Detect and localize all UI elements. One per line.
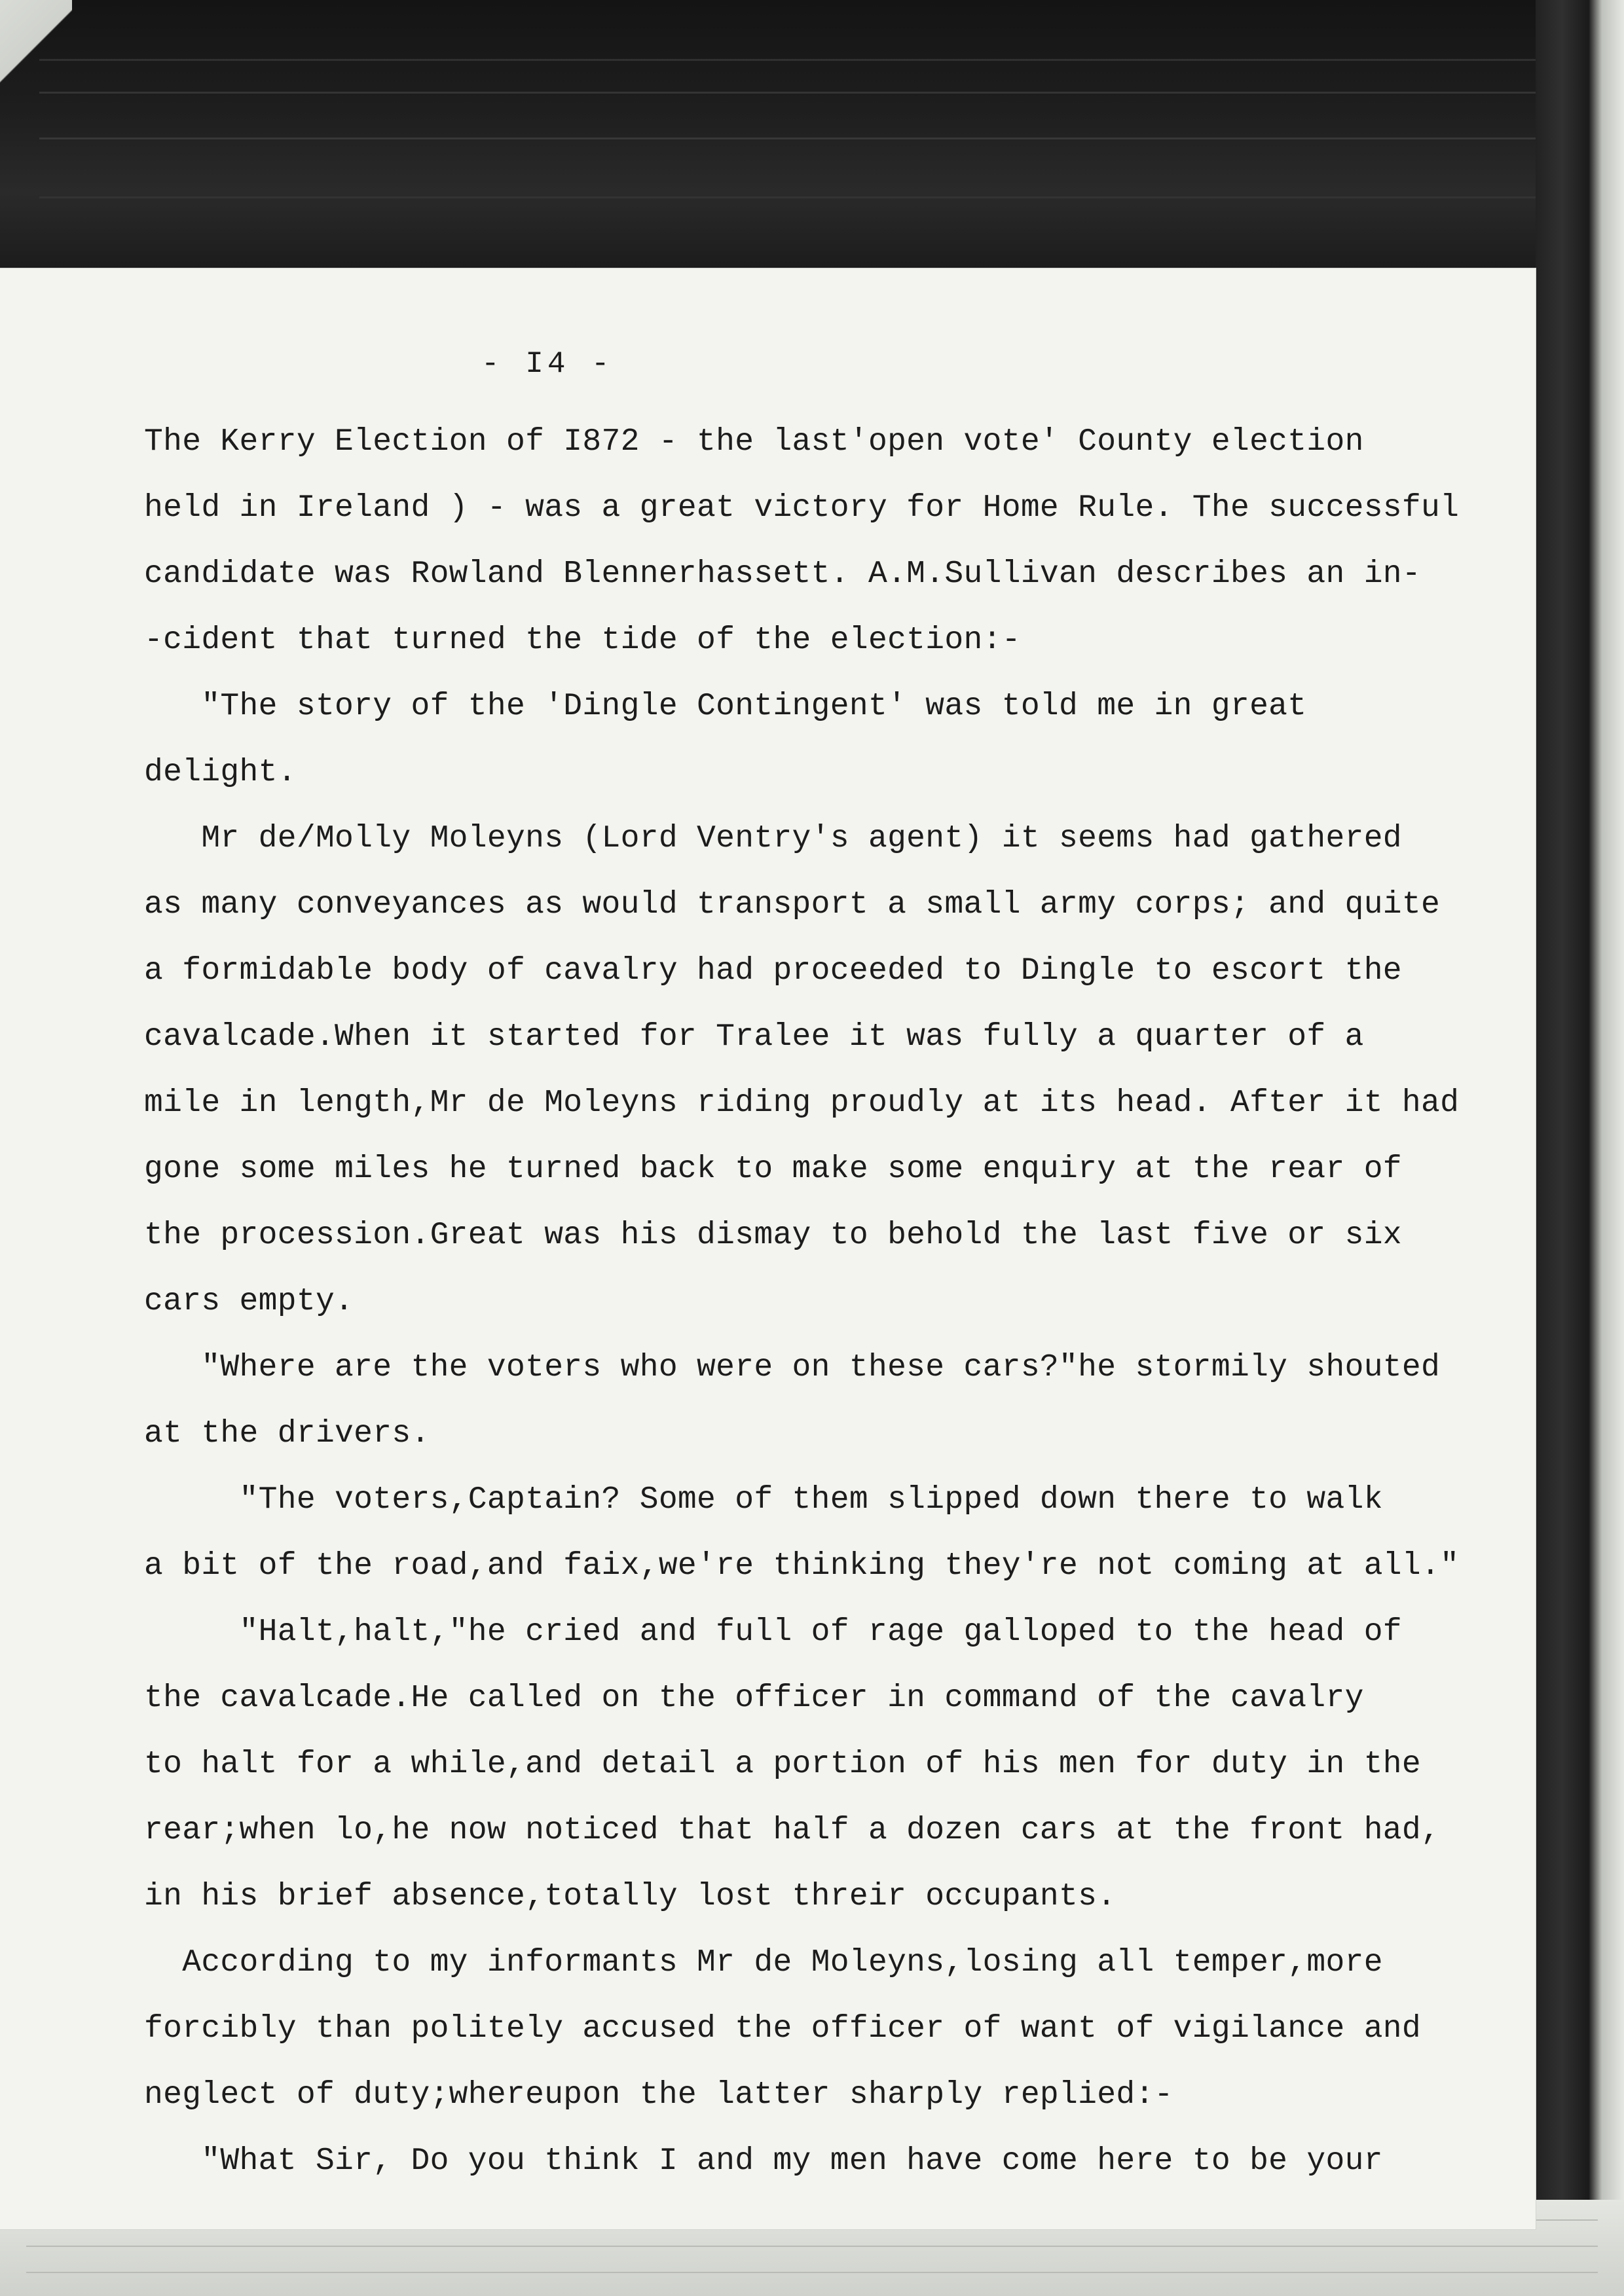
text-line: a bit of the road,and faix,we're thinking they're not coming at all." <box>144 1548 1460 1584</box>
page-text <box>144 409 1532 2195</box>
text-line: -cident that turned the tide of the election:- <box>144 623 1021 658</box>
text-line: "Where are the voters who were on these cars?"he stormily shouted <box>144 1350 1441 1385</box>
text-line: delight. <box>144 755 297 790</box>
page-stack-edge <box>1536 0 1624 2296</box>
text-line: in his brief absence,totally lost threir occupants. <box>144 1879 1116 1914</box>
text-line: held in Ireland ) - was a great victory for Home Rule. The successful <box>144 490 1460 526</box>
text-line: as many conveyances as would transport a small army corps; and quite <box>144 887 1441 922</box>
text-line: "The voters,Captain? Some of them slipped down there to walk <box>144 1482 1383 1518</box>
text-line: neglect of duty;whereupon the latter sharply replied:- <box>144 2077 1173 2113</box>
text-line: at the drivers. <box>144 1416 430 1451</box>
text-line: forcibly than politely accused the officer of want of vigilance and <box>144 2011 1422 2047</box>
text-line: to halt for a while,and detail a portion of his men for duty in the <box>144 1747 1422 1782</box>
text-line: cavalcade.When it started for Tralee it was fully a quarter of a <box>144 1019 1364 1055</box>
page-number: - I4 - <box>481 347 614 381</box>
text-line: According to my informants Mr de Moleyns,losing all temper,more <box>144 1945 1383 1980</box>
text-line: Mr de/Molly Moleyns (Lord Ventry's agent) it seems had gathered <box>144 821 1402 856</box>
text-line: a formidable body of cavalry had proceeded to Dingle to escort the <box>144 953 1402 989</box>
text-line: The Kerry Election of I872 - the last'open vote' County election <box>144 424 1364 460</box>
text-line: rear;when lo,he now noticed that half a dozen cars at the front had, <box>144 1813 1441 1848</box>
text-line: cars empty. <box>144 1284 354 1319</box>
text-line: "The story of the 'Dingle Contingent' was told me in great <box>144 689 1307 724</box>
text-line: gone some miles he turned back to make some enquiry at the rear of <box>144 1152 1402 1187</box>
text-line: the procession.Great was his dismay to behold the last five or six <box>144 1218 1402 1253</box>
paper-corner <box>0 0 72 131</box>
scanner-background-top <box>0 0 1624 275</box>
text-line: candidate was Rowland Blennerhassett. A.M.Sullivan describes an in- <box>144 556 1422 592</box>
text-line: mile in length,Mr de Moleyns riding proudly at its head. After it had <box>144 1085 1460 1121</box>
typed-page <box>0 268 1536 2229</box>
text-line: "Halt,halt,"he cried and full of rage galloped to the head of <box>144 1614 1402 1650</box>
text-line: the cavalcade.He called on the officer in command of the cavalry <box>144 1681 1364 1716</box>
text-line: "What Sir, Do you think I and my men have come here to be your <box>144 2143 1383 2179</box>
